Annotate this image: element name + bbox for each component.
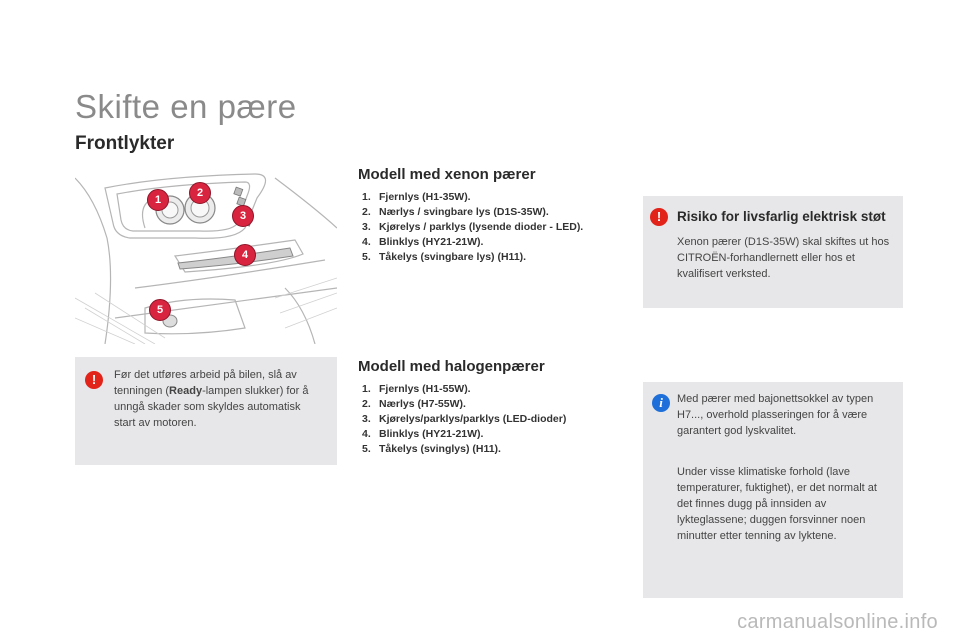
list-item: 5. Tåkelys (svinglys) (H11). — [362, 443, 501, 455]
warning-electric-title: Risiko for livsfarlig elektrisk støt — [677, 209, 886, 224]
callout-5: 5 — [149, 299, 171, 321]
list-item: 2. Nærlys (H7-55W). — [362, 398, 466, 410]
list-item: 3. Kjørelys / parklys (lysende dioder - LED). — [362, 221, 584, 233]
info-icon: i — [652, 394, 670, 412]
halogen-list — [362, 382, 566, 457]
info-paragraph-2: Under visse klimatiske forhold (lave temperaturer, fuktighet), er det normalt at det finnes dugg på innsiden av lykteglassene; duggen forsvinner noen minutter etter tenning av lyktene. — [677, 466, 877, 542]
warning-box-electric — [643, 196, 903, 308]
warning-icon: ! — [650, 208, 668, 226]
list-item: 1. Fjernlys (H1-55W). — [362, 383, 471, 395]
callout-3: 3 — [232, 205, 254, 227]
watermark: carmanualsonline.info — [737, 611, 938, 633]
halogen-heading: Modell med halogenpærer — [358, 358, 545, 375]
warning-ready-text: Før det utføres arbeid på bilen, slå av tenningen (Ready-lampen slukker) for å unngå skader som skyldes automatisk start av motoren. — [114, 369, 309, 429]
ready-label: Ready — [169, 385, 203, 397]
warning-icon: ! — [85, 371, 103, 389]
list-item: 2. Nærlys / svingbare lys (D1S-35W). — [362, 206, 549, 218]
xenon-list — [362, 190, 583, 265]
list-item: 1. Fjernlys (H1-35W). — [362, 191, 471, 203]
page-title: Skifte en pære — [75, 88, 297, 125]
info-paragraph-1: Med pærer med bajonettsokkel av typen H7..., overhold plasseringen for å være garantert god lyskvalitet. — [677, 393, 874, 437]
section-title: Frontlykter — [75, 133, 175, 154]
xenon-heading: Modell med xenon pærer — [358, 166, 536, 183]
list-item: 3. Kjørelys/parklys/parklys (LED-dioder) — [362, 413, 567, 425]
list-item: 4. Blinklys (HY21-21W). — [362, 428, 484, 440]
headlight-illustration — [75, 168, 337, 344]
callout-2: 2 — [189, 182, 211, 204]
callout-1: 1 — [147, 189, 169, 211]
callout-4: 4 — [234, 244, 256, 266]
list-item: 5. Tåkelys (svingbare lys) (H11). — [362, 251, 527, 263]
warning-box-ready — [75, 357, 337, 465]
warning-electric-text: Xenon pærer (D1S-35W) skal skiftes ut hos CITROËN-forhandlernett eller hos et kvalifisert verksted. — [677, 236, 890, 280]
list-item: 4. Blinklys (HY21-21W). — [362, 236, 484, 248]
info-box — [643, 382, 903, 598]
